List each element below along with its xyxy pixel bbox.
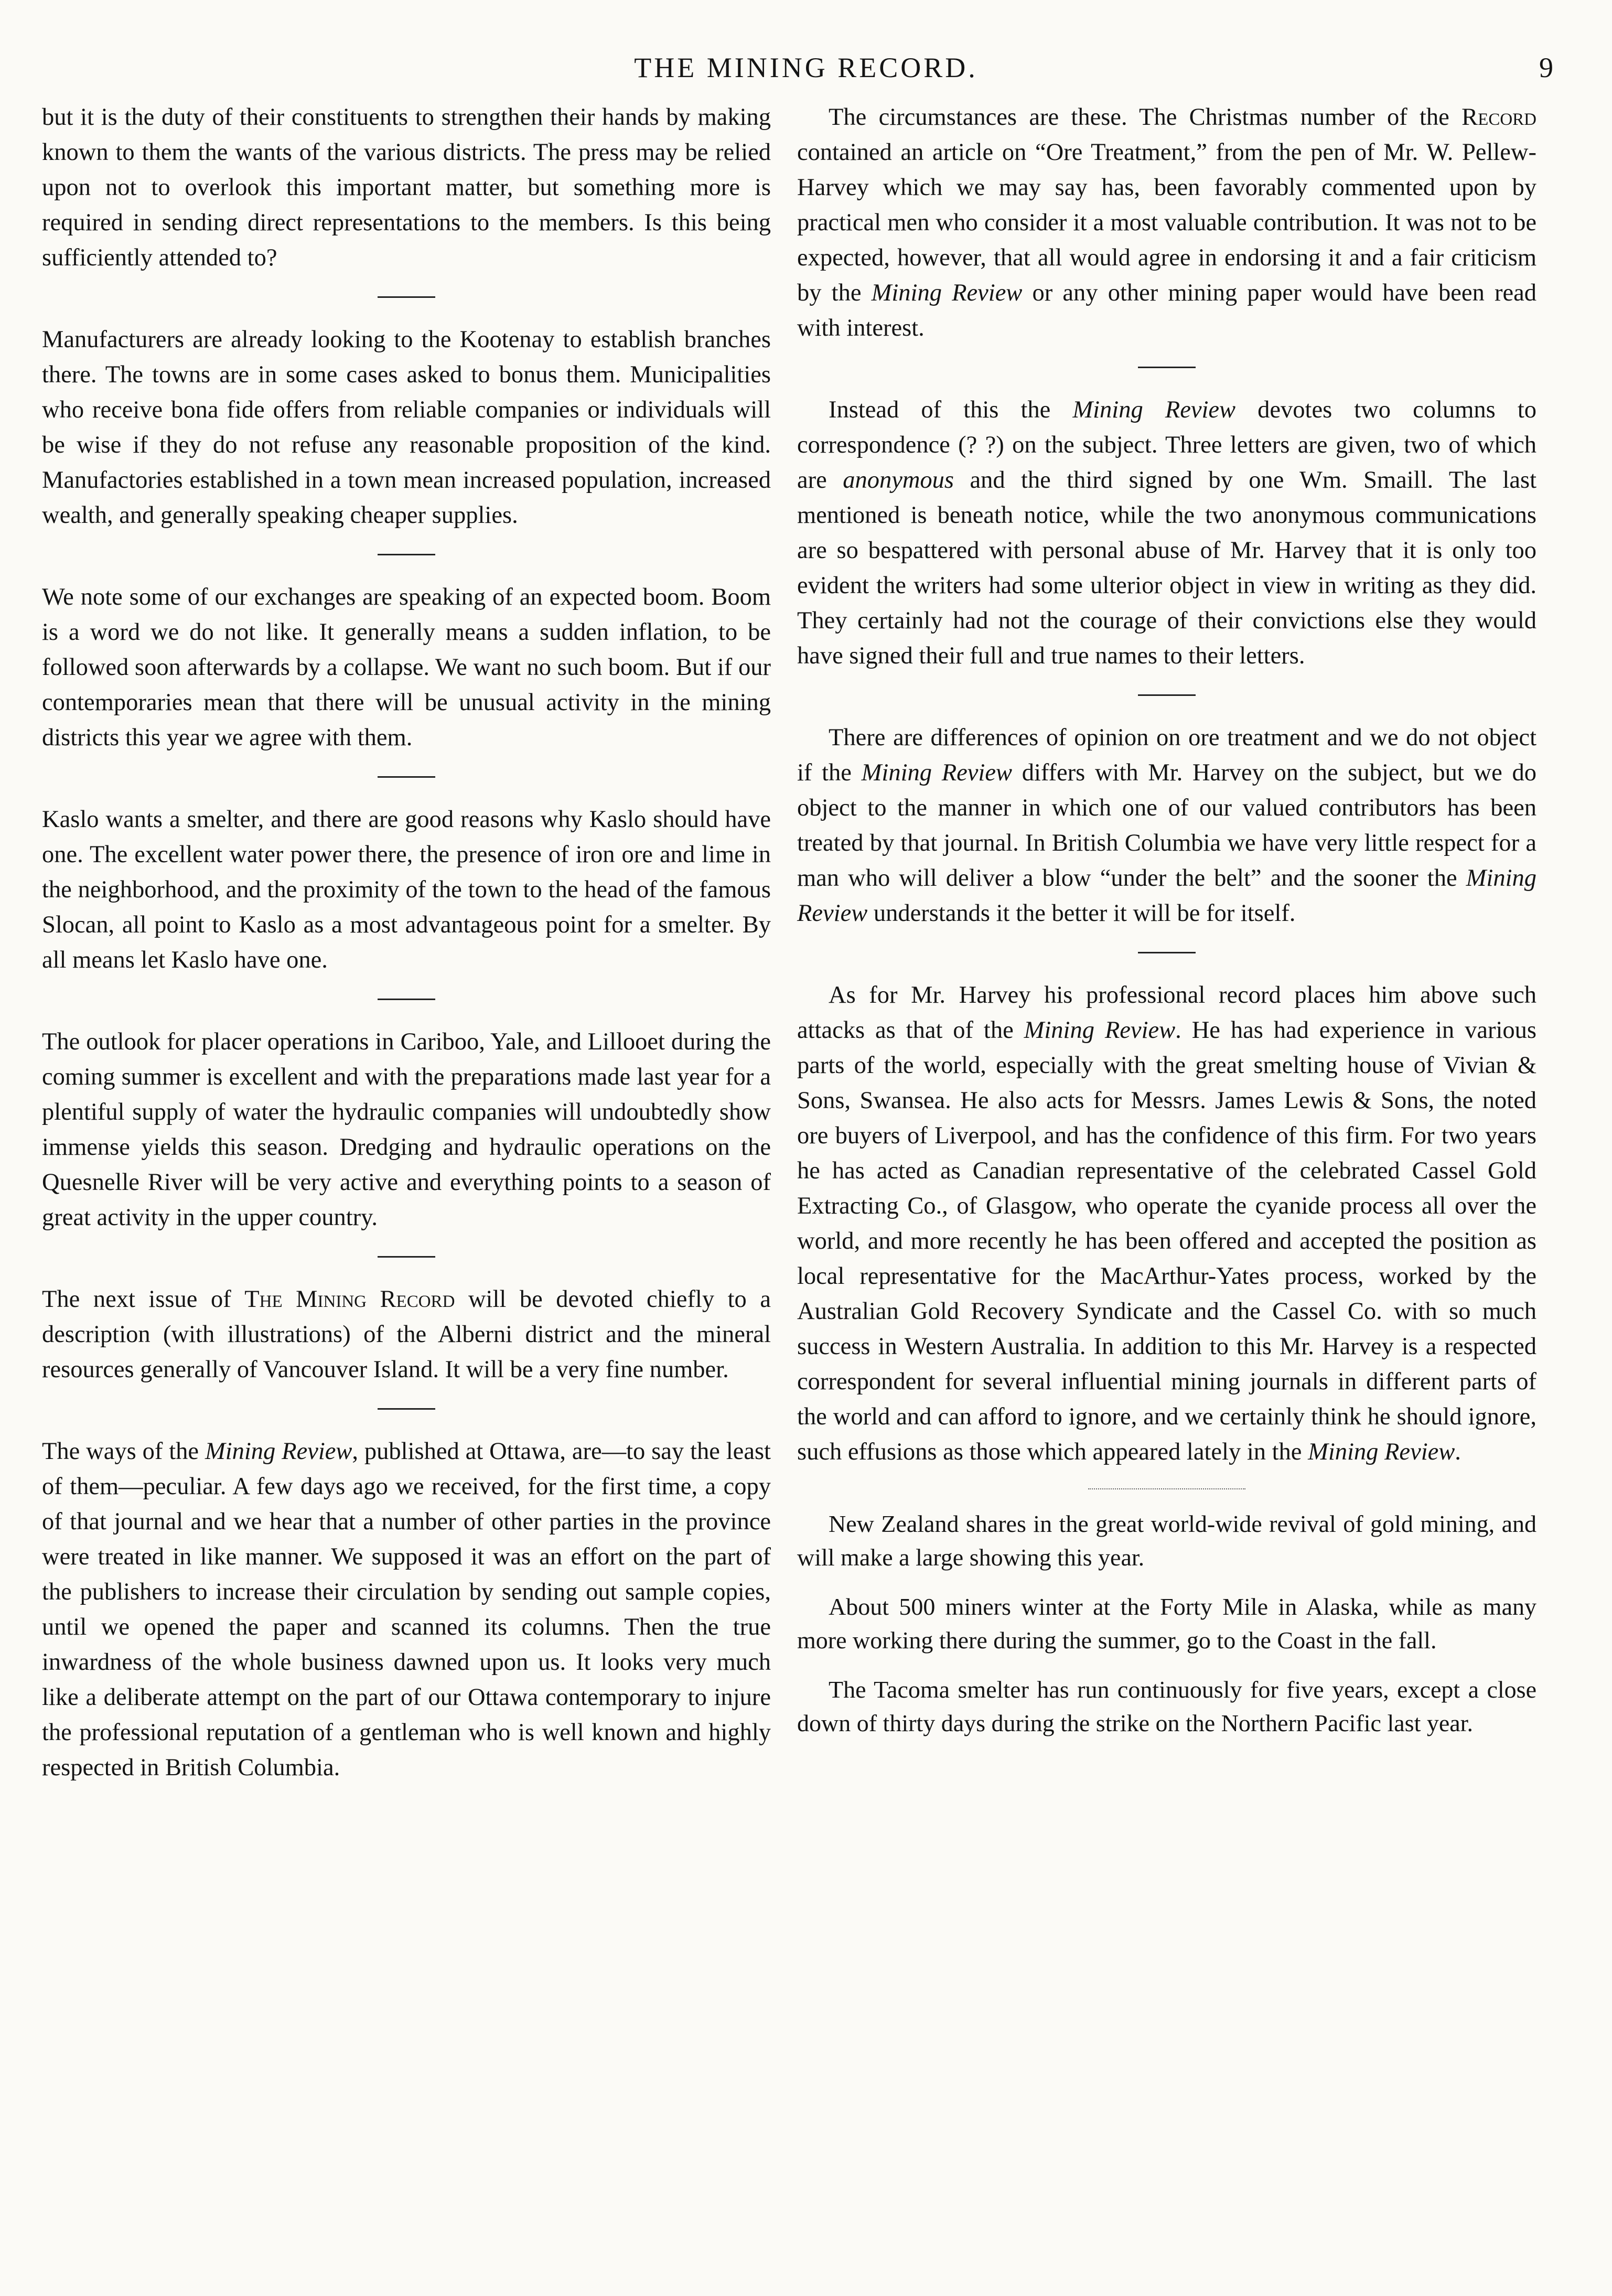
separator-rule (1088, 1488, 1245, 1489)
journal-name: Mining Review (871, 280, 1023, 306)
harvey-text-b: . He has had experience in various parts of the world, especially with the great smelting house of Vivian & Sons, Swansea. He also acts for Messrs. James Lewis & Sons, the noted ore buyers of Liverpool, and has the confidence of this firm. For two years he has acted as Canadian representative of the celebrated Cassel Gold Extracting Co., of Glasgow, who operate the cyanide process all over the world, and more recently he has been offered and accepted the position as local representative for the MacArthur-Yates process, worked by the Australian Gold Recovery Syndicate and the Cassel Co. with so much success in Western Australia. In addition to this Mr. Harvey is a respected correspondent for several influential mining journals in different parts of the world and can afford to ignore, and we certainly think he should ignore, such effusions as those which appeared lately in the (797, 1017, 1536, 1465)
correspondence-text-c: and the third signed by one Wm. Smaill. The last mentioned is beneath notice, while the two anonymous communications are so bespattered with personal abuse of Mr. Harvey that it is only too evident the writers had some ulterior object in view in writing as they did. They certainly had not the courage of their convictions else they would have signed their full and true names to their letters. (797, 467, 1536, 669)
paragraph-circumstances (797, 100, 1536, 346)
correspondence-text-b: devotes two columns to correspondence (? ?) on the subject. Three letters are given, two of which are (797, 396, 1536, 493)
journal-name: Mining Review (1072, 396, 1236, 423)
spacer (797, 1657, 1536, 1673)
separator-rule (378, 296, 435, 298)
spacer (797, 1574, 1536, 1590)
running-title: THE MINING RECORD. (634, 52, 978, 83)
right-column (797, 100, 1536, 1740)
anonymous-word: anonymous (843, 467, 954, 493)
note-forty-mile: About 500 miners winter at the Forty Mile in Alaska, while as many more working there during the summer, go to the Coast in the fall. (797, 1593, 1536, 1654)
review-text-a: The ways of the (42, 1438, 205, 1465)
correspondence-text-a: Instead of this the (829, 396, 1073, 423)
separator-rule (378, 1256, 435, 1258)
separator-rule (1138, 694, 1196, 696)
paragraph-harvey-record (797, 978, 1536, 1469)
journal-name: Mining Review (861, 759, 1012, 786)
circumstances-text-c: or any other mining paper would have been read with interest. (797, 280, 1536, 341)
separator-rule (1138, 367, 1196, 368)
separator-rule (378, 999, 435, 1000)
left-column (42, 100, 771, 1785)
record-name: Record (1461, 104, 1536, 131)
review-text-b: , published at Ottawa, are—to say the least of them—peculiar. A few days ago we received, for the first time, a copy of that journal and we hear that a number of other parties in the province were treated in like manner. We supposed it was an effort on the part of the publishers to increase their circulation by sending out sample copies, until we opened the paper and scanned its columns. Then the true inwardness of the whole business dawned upon us. It looks very much like a deliberate attempt on the part of our Ottawa contemporary to injure the professional reputation of a gentleman who is well known and highly respected in British Columbia. (42, 1438, 771, 1781)
paragraph-next-issue (42, 1282, 771, 1387)
differences-text-c: understands it the better it will be for itself. (867, 900, 1296, 927)
journal-name: Mining Review (1308, 1439, 1455, 1465)
paragraph-boom: We note some of our exchanges are speaking of an expected boom. Boom is a word we do not like. It generally means a sudden inflation, to be followed soon afterwards by a collapse. We want no such boom. But if our contemporaries mean that there will be unusual activity in the mining districts this year we agree with them. (42, 584, 771, 751)
next-issue-text-b: will be devoted chiefly to a description (with illustrations) of the Alberni district and the mineral resources generally of Vancouver Island. It will be a very fine number. (42, 1286, 771, 1383)
paragraph-members: but it is the duty of their constituents to strengthen their hands by making known to them the wants of the various districts. The press may be relied upon not to overlook this important matter, but something more is required in sending direct representations to the members. Is this being sufficiently attended to? (42, 104, 771, 271)
harvey-text-a: As for Mr. Harvey his professional record places him above such attacks as that of the (797, 982, 1536, 1044)
page-number: 9 (1539, 52, 1553, 83)
paragraph-placer: The outlook for placer operations in Cariboo, Yale, and Lillooet during the coming summer is excellent and with the preparations made last year for a plentiful supply of water the hydraulic companies will undoubtedly show immense yields this season. Dredging and hydraulic operations on the Quesnelle River will be very active and everything points to a season of great activity in the upper country. (42, 1028, 771, 1231)
separator-rule (1138, 952, 1196, 953)
circumstances-text-b: contained an article on “Ore Treatment,” from the pen of Mr. W. Pellew-Harvey which we may say has, been favorably commented upon by practical men who consider it a most valuable contribution. It was not to be expected, however, that all would agree in endorsing it and a fair criticism by the (797, 139, 1536, 306)
page-header (0, 47, 1612, 89)
journal-name: Mining Review (797, 865, 1536, 927)
paragraph-manufacturers: Manufacturers are already looking to the Kootenay to establish branches there. The towns are in some cases asked to bonus them. Municipalities who receive bona fide offers from reliable companies or individuals will be wise if they do not refuse any reasonable proposition of the kind. Manufactories established in a town mean increased population, increased wealth, and generally speaking cheaper supplies. (42, 326, 771, 529)
note-tacoma-smelter: The Tacoma smelter has run continuously for five years, except a close down of thirty days during the strike on the Northern Pacific last year. (797, 1676, 1536, 1736)
circumstances-text-a: The circumstances are these. The Christmas number of the (829, 104, 1462, 131)
differences-text-a: There are differences of opinion on ore treatment and we do not object if the (797, 724, 1536, 786)
journal-name: Mining Review (1024, 1017, 1176, 1044)
differences-text-b: differs with Mr. Harvey on the subject, but we do object to the manner in which one of our valued contributors has been treated by that journal. In British Columbia we have very little respect for a man who will deliver a blow “under the belt” and the sooner the (797, 759, 1536, 892)
journal-name: Mining Review (205, 1438, 352, 1465)
separator-rule (378, 776, 435, 778)
next-issue-text-a: The next issue of (42, 1286, 245, 1313)
separator-rule (378, 554, 435, 555)
note-new-zealand: New Zealand shares in the great world-wide revival of gold mining, and will make a large showing this year. (797, 1510, 1536, 1571)
harvey-text-c: . (1455, 1439, 1461, 1465)
paragraph-kaslo: Kaslo wants a smelter, and there are good reasons why Kaslo should have one. The excellent water power there, the presence of iron ore and lime in the neighborhood, and the proximity of the town to the head of the famous Slocan, all point to Kaslo as a most advantageous point for a smelter. By all means let Kaslo have one. (42, 806, 771, 973)
paragraph-differences (797, 720, 1536, 931)
separator-rule (378, 1408, 435, 1410)
paragraph-review-ways (42, 1434, 771, 1785)
paragraph-correspondence (797, 392, 1536, 673)
publication-name: The Mining Record (244, 1286, 455, 1313)
